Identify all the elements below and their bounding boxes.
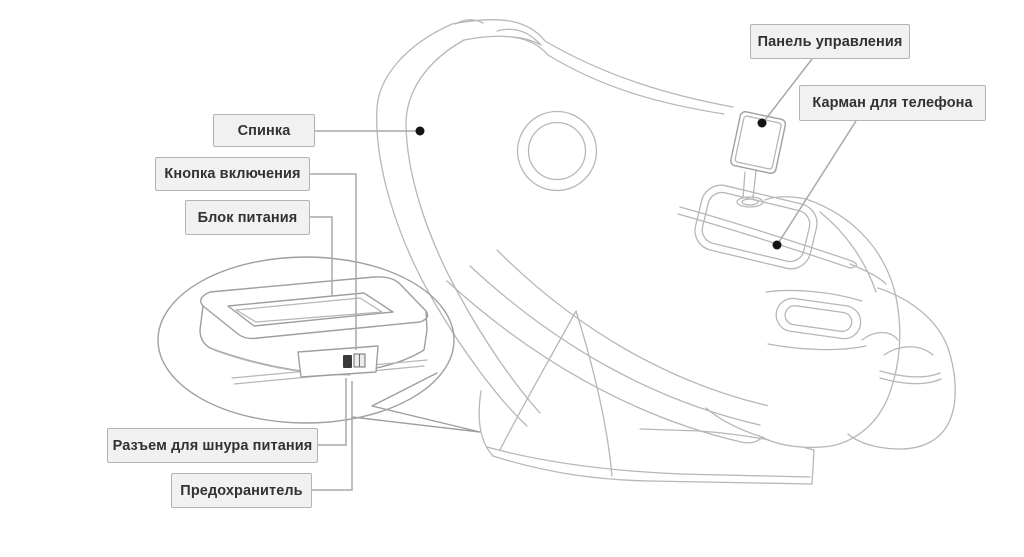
dot-backrest [416,127,425,136]
label-phone-pocket: Карман для телефона [799,85,986,121]
label-fuse: Предохранитель [171,473,312,508]
dot-phone-pocket [773,241,782,250]
label-power-supply: Блок питания [185,200,310,235]
power-switch [343,355,352,368]
label-power-button: Кнопка включения [155,157,310,191]
callout-tail [352,373,480,432]
connector-plate [298,346,378,377]
leader-cord-socket [318,378,346,445]
label-cord-socket: Разъем для шнура питания [107,428,318,463]
label-backrest: Спинка [213,114,315,147]
power-supply-unit [200,277,428,384]
backrest-outline [377,20,806,442]
dot-control-panel [758,119,767,128]
label-control-panel: Панель управления [750,24,910,59]
